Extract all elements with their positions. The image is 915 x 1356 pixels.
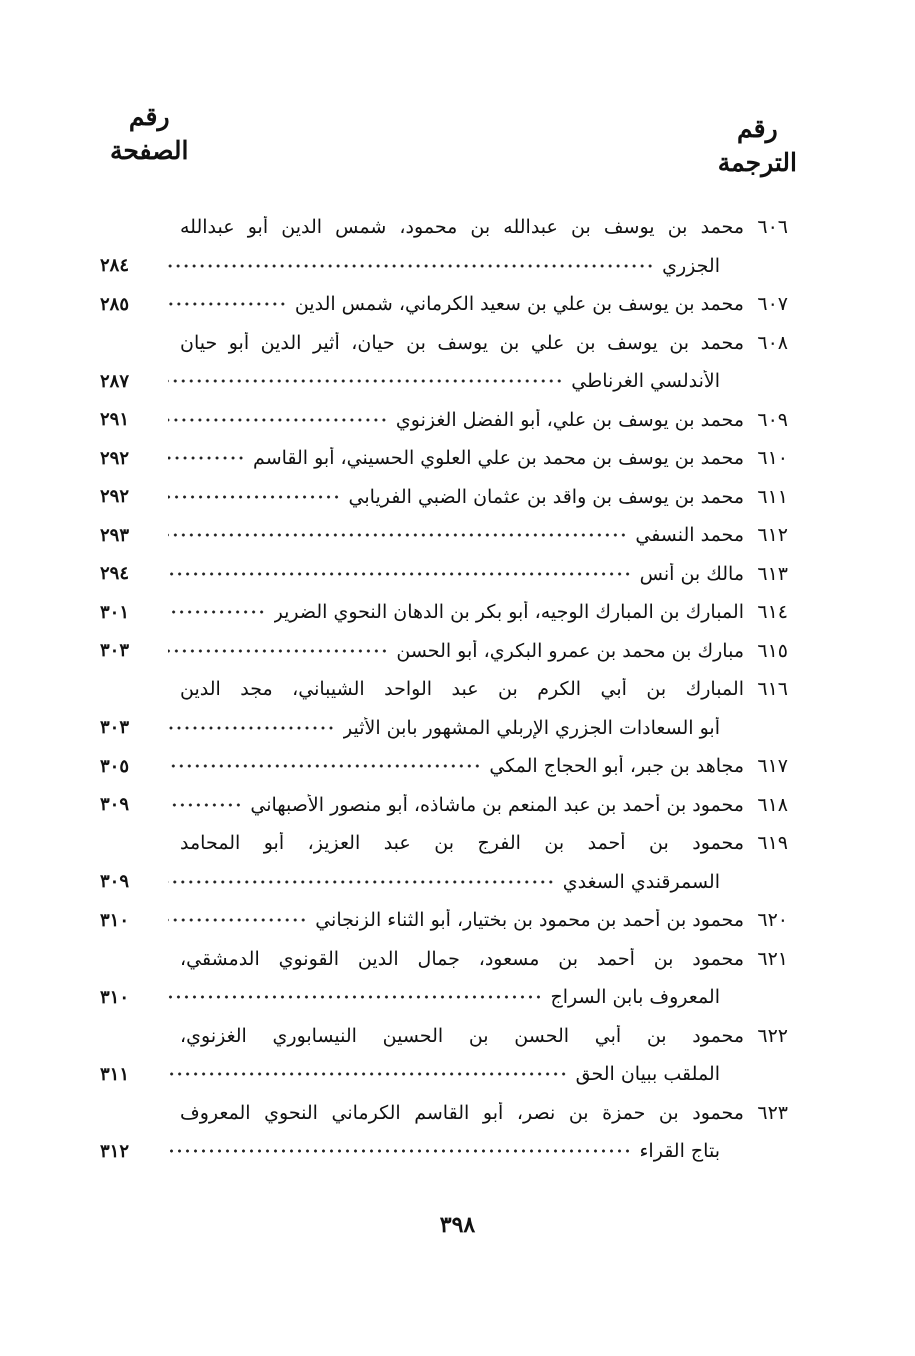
entry-name: محمد بن يوسف بن محمد بن علي العلوي الحسيني، أبو القاسم	[253, 447, 744, 470]
entry-page-number: ٢٩٢	[100, 486, 130, 508]
entry-name: محمد بن يوسف بن علي، أبو الفضل الغزنوي	[395, 408, 744, 431]
index-entry	[100, 593, 800, 632]
entry-page-number: ٣٠٩	[100, 871, 130, 893]
entry-continuation-line	[100, 1132, 800, 1171]
entry-line	[100, 439, 800, 478]
entry-number: ٦٢١	[757, 947, 788, 970]
entry-number: ٦١٢	[757, 524, 788, 547]
page-number-header-line2: الصفحة	[110, 136, 189, 165]
entry-name: محمود بن حمزة بن نصر، أبو القاسم الكرماني النحوي المعروف	[180, 1101, 744, 1124]
index-entry	[100, 324, 800, 401]
entry-number: ٦١٨	[757, 793, 788, 816]
leader-dots	[168, 910, 307, 930]
entry-number: ٦٢٣	[757, 1101, 788, 1124]
entry-number: ٦١٠	[757, 447, 788, 470]
entry-name: محمود بن أبي الحسن بن الحسين النيسابوري الغزنوي،	[180, 1024, 744, 1047]
entry-line	[100, 285, 800, 324]
entry-line	[100, 478, 800, 517]
leader-dots	[168, 756, 481, 776]
entry-page-number: ٢٩٤	[100, 563, 130, 585]
leader-dots	[168, 294, 287, 314]
entry-number: ٦١٩	[757, 832, 788, 855]
entry-page-number: ٣١١	[100, 1063, 130, 1085]
entry-number: ٦١٧	[757, 755, 788, 778]
index-entry	[100, 786, 800, 825]
entry-page-number: ٢٩٣	[100, 524, 130, 546]
leader-dots	[168, 1064, 568, 1084]
entry-number: ٦٠٨	[757, 331, 788, 354]
entry-page-number: ٣٠١	[100, 601, 130, 623]
leader-dots	[168, 410, 388, 430]
entry-line	[100, 1017, 800, 1056]
index-entry	[100, 670, 800, 747]
entry-number: ٦١٥	[757, 639, 788, 662]
entry-name: محمد بن يوسف بن عبدالله بن محمود، شمس الدين أبو عبدالله	[180, 216, 744, 239]
entry-continuation-line	[100, 247, 800, 286]
leader-dots	[168, 987, 542, 1007]
entry-number: ٦١٦	[757, 678, 788, 701]
entry-line	[100, 940, 800, 979]
entry-name-continuation: المعروف بابن السراج	[550, 986, 720, 1009]
entry-line	[100, 632, 800, 671]
index-entry	[100, 285, 800, 324]
leader-dots	[168, 487, 341, 507]
index-entry	[100, 1017, 800, 1094]
entry-name-continuation: الأندلسي الغرناطي	[571, 370, 720, 393]
entry-name-continuation: بتاج القراء	[639, 1140, 720, 1163]
entry-name-continuation: الملقب ببيان الحق	[575, 1063, 720, 1086]
entry-page-number: ٣١٠	[100, 986, 130, 1008]
entry-page-number: ٣٠٥	[100, 755, 130, 777]
entry-number: ٦٠٩	[757, 408, 788, 431]
entry-line	[100, 401, 800, 440]
entry-page-number: ٢٨٥	[100, 293, 130, 315]
entry-page-number: ٣٠٣	[100, 717, 130, 739]
entry-line	[100, 208, 800, 247]
leader-dots	[168, 795, 242, 815]
entry-name: محمود بن أحمد بن مسعود، جمال الدين القونوي الدمشقي،	[180, 947, 744, 970]
index-entry	[100, 516, 800, 555]
entry-page-number: ٢٨٧	[100, 370, 130, 392]
entry-page-number: ٣١٠	[100, 909, 130, 931]
leader-dots	[168, 371, 563, 391]
entry-line	[100, 901, 800, 940]
entry-line	[100, 324, 800, 363]
entry-name: محمد بن يوسف بن علي بن يوسف بن حيان، أثير الدين أبو حيان	[180, 331, 744, 354]
entry-continuation-line	[100, 1055, 800, 1094]
entry-name-continuation: السمرقندي السغدي	[562, 870, 720, 893]
entry-page-number: ٣١٢	[100, 1140, 130, 1162]
leader-dots	[168, 872, 555, 892]
index-entry	[100, 401, 800, 440]
entry-line	[100, 747, 800, 786]
entry-continuation-line	[100, 978, 800, 1017]
entry-name: المبارك بن أبي الكرم بن عبد الواحد الشيباني، مجد الدين	[180, 678, 744, 701]
entry-page-number: ٢٨٤	[100, 255, 130, 277]
entry-line	[100, 516, 800, 555]
page-number-header	[110, 100, 188, 168]
entry-name-continuation: أبو السعادات الجزري الإربلي المشهور بابن الأثير	[343, 716, 720, 739]
entry-page-number: ٣٠٣	[100, 640, 130, 662]
entry-continuation-line	[100, 863, 800, 902]
index-entry	[100, 478, 800, 517]
page-number-header-line1: رقم	[128, 102, 170, 131]
entry-name: مجاهد بن جبر، أبو الحجاج المكي	[489, 755, 744, 778]
index-entries	[100, 208, 800, 1171]
entry-name: محمود بن أحمد بن الفرج بن عبد العزيز، أبو المحامد	[180, 832, 744, 855]
entry-continuation-line	[100, 362, 800, 401]
entry-name: محمد النسفي	[635, 524, 744, 547]
entry-number: ٦٠٧	[757, 293, 788, 316]
entry-line	[100, 670, 800, 709]
leader-dots	[168, 256, 654, 276]
leader-dots	[168, 641, 388, 661]
page-footer-number: ٣٩٨	[439, 1212, 476, 1238]
index-entry	[100, 747, 800, 786]
entry-name: المبارك بن المبارك الوجيه، أبو بكر بن الدهان النحوي الضرير	[273, 601, 744, 624]
entry-page-number: ٣٠٩	[100, 794, 130, 816]
entry-continuation-line	[100, 709, 800, 748]
entry-name: مبارك بن محمد بن عمرو البكري، أبو الحسن	[396, 639, 744, 662]
index-entry	[100, 824, 800, 901]
entry-number: ٦٢٠	[757, 909, 788, 932]
entry-line	[100, 786, 800, 825]
entry-number: ٦٠٦	[757, 216, 788, 239]
entry-number-header	[718, 112, 797, 180]
entry-name: محمود بن أحمد بن عبد المنعم بن ماشاذه، أبو منصور الأصبهاني	[250, 793, 744, 816]
entry-page-number: ٢٩١	[100, 409, 130, 431]
leader-dots	[168, 564, 632, 584]
entry-number: ٦١٤	[757, 601, 788, 624]
entry-number: ٦١١	[757, 485, 788, 508]
entry-name: محمد بن يوسف بن علي بن سعيد الكرماني، شمس الدين	[294, 293, 744, 316]
entry-name: مالك بن أنس	[639, 562, 744, 585]
entry-name: محمد بن يوسف بن واقد بن عثمان الضبي الفريابي	[348, 485, 744, 508]
leader-dots	[168, 448, 245, 468]
entry-line	[100, 1094, 800, 1133]
entry-number-header-line2: الترجمة	[717, 148, 797, 177]
entry-name: محمود بن أحمد بن محمود بن بختيار، أبو الثناء الزنجاني	[315, 909, 744, 932]
leader-dots	[168, 718, 335, 738]
entry-number-header-line1: رقم	[737, 114, 778, 143]
entry-name-continuation: الجزري	[662, 254, 720, 277]
index-entry	[100, 940, 800, 1017]
entry-line	[100, 593, 800, 632]
index-entry	[100, 632, 800, 671]
leader-dots	[168, 1141, 632, 1161]
index-entry	[100, 555, 800, 594]
entry-page-number: ٢٩٢	[100, 447, 130, 469]
entry-number: ٦١٣	[757, 562, 788, 585]
index-entry	[100, 901, 800, 940]
index-entry	[100, 1094, 800, 1171]
index-entry	[100, 208, 800, 285]
index-entry	[100, 439, 800, 478]
leader-dots	[168, 602, 266, 622]
leader-dots	[168, 525, 627, 545]
entry-line	[100, 555, 800, 594]
entry-line	[100, 824, 800, 863]
entry-number: ٦٢٢	[757, 1024, 788, 1047]
